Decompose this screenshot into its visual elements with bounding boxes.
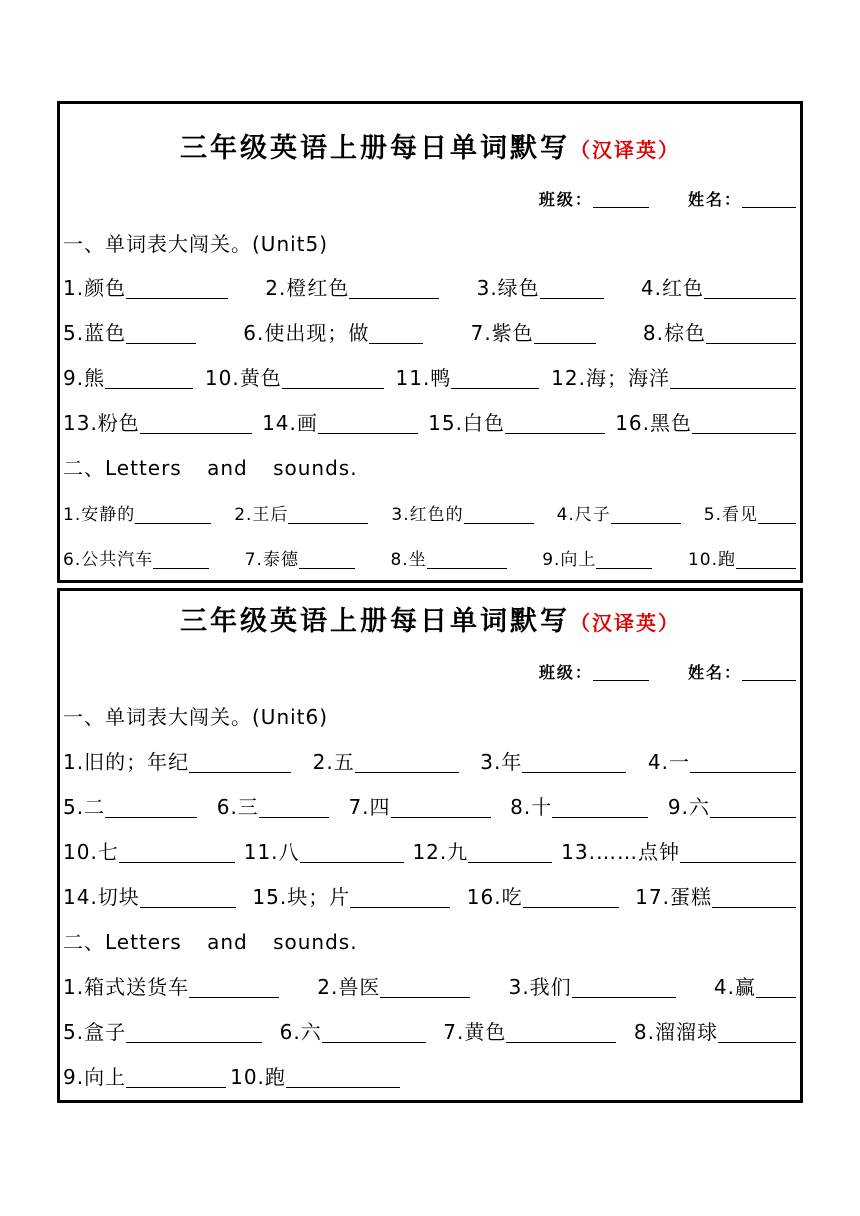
word-item[interactable]	[396, 362, 540, 391]
word-prompt: 8.坐	[390, 550, 427, 570]
word-item[interactable]	[317, 971, 470, 1000]
word-row	[63, 971, 796, 1000]
word-prompt: 11.八	[243, 840, 300, 864]
word-row	[63, 407, 796, 436]
word-prompt: 9.六	[667, 795, 710, 819]
word-item[interactable]	[390, 545, 506, 570]
answer-blank[interactable]	[140, 432, 252, 434]
word-prompt: 10.七	[63, 840, 119, 864]
word-item[interactable]	[205, 362, 384, 391]
name-label: 姓名：	[687, 190, 742, 209]
worksheet-title	[60, 126, 800, 165]
word-prompt: 11.鸭	[395, 366, 452, 390]
class-field[interactable]	[593, 207, 649, 208]
word-prompt: 8.棕色	[642, 321, 706, 345]
word-item[interactable]	[551, 362, 796, 391]
word-item[interactable]	[244, 836, 404, 865]
word-row	[63, 362, 796, 391]
word-prompt: 6.六	[279, 1020, 322, 1044]
word-prompt: 2.兽医	[317, 975, 381, 999]
word-prompt: 1.安静的	[63, 505, 136, 525]
class-field[interactable]	[593, 680, 649, 681]
answer-blank[interactable]	[572, 996, 676, 998]
word-row	[63, 1061, 796, 1090]
answer-blank[interactable]	[349, 297, 439, 299]
word-prompt: 13.粉色	[63, 411, 140, 435]
answer-blank[interactable]	[189, 996, 279, 998]
word-prompt: 4.红色	[640, 276, 704, 300]
answer-blank[interactable]	[288, 522, 368, 524]
word-item[interactable]	[243, 317, 423, 346]
word-item[interactable]	[714, 971, 796, 1000]
answer-blank[interactable]	[135, 522, 211, 524]
answer-blank[interactable]	[523, 906, 619, 908]
answer-blank[interactable]	[505, 432, 605, 434]
answer-blank[interactable]	[153, 567, 209, 569]
word-prompt: 5.蓝色	[63, 321, 127, 345]
word-prompt: 16.吃	[466, 885, 523, 909]
word-row	[63, 791, 796, 820]
answer-blank[interactable]	[736, 567, 796, 569]
word-prompt: 7.紫色	[470, 321, 534, 345]
word-item[interactable]	[510, 791, 648, 820]
answer-blank[interactable]	[126, 342, 196, 344]
title-subtitle: （汉译英）	[570, 138, 680, 162]
word-item[interactable]	[63, 971, 279, 1000]
answer-blank[interactable]	[126, 1086, 226, 1088]
word-item[interactable]	[561, 836, 796, 865]
answer-blank[interactable]	[611, 522, 681, 524]
word-prompt: 8.溜溜球	[633, 1020, 718, 1044]
answer-blank[interactable]	[189, 771, 291, 773]
word-prompt: 5.盒子	[63, 1020, 127, 1044]
title-text: 三年级英语上册每日单词默写	[180, 133, 570, 164]
word-prompt: 10.跑	[230, 1065, 286, 1089]
word-prompt: 10.黄色	[204, 366, 282, 390]
word-prompt: 6.三	[216, 795, 259, 819]
word-prompt: 14.画	[262, 411, 318, 435]
answer-blank[interactable]	[680, 861, 796, 863]
student-info	[539, 660, 796, 683]
answer-blank[interactable]	[380, 996, 470, 998]
answer-blank[interactable]	[552, 816, 648, 818]
answer-blank[interactable]	[712, 906, 796, 908]
answer-blank[interactable]	[690, 771, 796, 773]
name-label: 姓名：	[687, 663, 742, 682]
word-row	[63, 272, 796, 301]
word-item[interactable]	[234, 500, 368, 525]
word-item[interactable]	[63, 272, 228, 301]
answer-blank[interactable]	[300, 861, 404, 863]
word-prompt: 4.赢	[713, 975, 756, 999]
word-item[interactable]	[648, 746, 796, 775]
class-label: 班级：	[538, 663, 593, 682]
word-prompt: 4.一	[647, 750, 690, 774]
word-row	[63, 746, 796, 775]
section2-heading	[63, 926, 358, 955]
word-row	[63, 1016, 796, 1045]
name-field[interactable]	[742, 680, 796, 681]
word-item[interactable]	[634, 1016, 796, 1045]
answer-blank[interactable]	[259, 816, 329, 818]
word-item[interactable]	[63, 1061, 226, 1090]
word-prompt: 6.公共汽车	[63, 550, 154, 570]
word-item[interactable]	[63, 791, 197, 820]
word-prompt: 15.块；片	[252, 885, 351, 909]
word-prompt: 6.使出现；做	[243, 321, 370, 345]
word-row	[63, 317, 796, 346]
word-prompt: 12.海；海洋	[551, 366, 670, 390]
word-prompt: 5.看见	[703, 505, 758, 525]
section2-prefix: 二、	[63, 456, 105, 480]
word-prompt: 7.黄色	[443, 1020, 507, 1044]
answer-blank[interactable]	[464, 522, 534, 524]
word-prompt: 10.跑	[687, 550, 736, 570]
worksheet-card-unit6	[57, 588, 803, 1103]
word-item[interactable]	[391, 500, 533, 525]
answer-blank[interactable]	[451, 387, 539, 389]
answer-blank[interactable]	[718, 1041, 796, 1043]
answer-blank[interactable]	[706, 342, 796, 344]
word-prompt: 14.切块	[63, 885, 140, 909]
answer-blank[interactable]	[299, 567, 355, 569]
word-prompt: 3.红色的	[391, 505, 464, 525]
answer-blank[interactable]	[105, 387, 193, 389]
answer-blank[interactable]	[355, 771, 459, 773]
word-item[interactable]	[509, 971, 676, 1000]
word-item[interactable]	[668, 791, 796, 820]
word-row	[63, 500, 796, 525]
word-item[interactable]	[63, 317, 196, 346]
answer-blank[interactable]	[427, 567, 507, 569]
word-row	[63, 881, 796, 910]
word-item[interactable]	[265, 272, 439, 301]
worksheet-title	[60, 599, 800, 638]
title-subtitle: （汉译英）	[570, 611, 680, 635]
answer-blank[interactable]	[540, 297, 604, 299]
word-item[interactable]	[643, 317, 796, 346]
word-item[interactable]	[252, 881, 450, 910]
section2-heading	[63, 452, 358, 481]
word-item[interactable]	[313, 746, 459, 775]
word-item[interactable]	[63, 500, 211, 525]
word-prompt: 16.黑色	[615, 411, 692, 435]
answer-blank[interactable]	[710, 816, 796, 818]
word-prompt: 2.橙红色	[265, 276, 350, 300]
answer-blank[interactable]	[350, 906, 450, 908]
answer-blank[interactable]	[522, 771, 626, 773]
answer-blank[interactable]	[140, 906, 236, 908]
word-prompt: 8.十	[510, 795, 553, 819]
answer-blank[interactable]	[692, 432, 796, 434]
word-item[interactable]	[542, 545, 652, 570]
answer-blank[interactable]	[506, 1041, 616, 1043]
word-prompt: 13.……点钟	[561, 840, 680, 864]
word-item[interactable]	[428, 407, 605, 436]
class-label: 班级：	[538, 190, 593, 209]
answer-blank[interactable]	[105, 816, 197, 818]
section1-heading: 一、单词表大闯关。(Unit6)	[63, 705, 329, 729]
answer-blank[interactable]	[126, 1041, 262, 1043]
answer-blank[interactable]	[756, 996, 796, 998]
word-item[interactable]	[635, 881, 796, 910]
word-item[interactable]	[63, 746, 291, 775]
answer-blank[interactable]	[758, 522, 796, 524]
answer-blank[interactable]	[670, 387, 796, 389]
answer-blank[interactable]	[318, 432, 418, 434]
word-item[interactable]	[262, 407, 418, 436]
word-item[interactable]	[688, 545, 796, 570]
word-item[interactable]	[280, 1016, 426, 1045]
word-item[interactable]	[348, 791, 490, 820]
word-item[interactable]	[641, 272, 796, 301]
word-item[interactable]	[217, 791, 329, 820]
title-text: 三年级英语上册每日单词默写	[180, 606, 570, 637]
word-item[interactable]	[443, 1016, 616, 1045]
word-prompt: 4.尺子	[556, 505, 611, 525]
section2-text: Letters and sounds.	[105, 456, 358, 480]
word-prompt: 17.蛋糕	[635, 885, 712, 909]
word-item[interactable]	[412, 836, 552, 865]
word-row	[63, 836, 796, 865]
word-item[interactable]	[557, 500, 681, 525]
word-prompt: 9.向上	[542, 550, 597, 570]
word-item[interactable]	[63, 545, 209, 570]
answer-blank[interactable]	[704, 297, 796, 299]
word-prompt: 2.五	[312, 750, 355, 774]
answer-blank[interactable]	[369, 342, 423, 344]
word-prompt: 3.年	[480, 750, 523, 774]
answer-blank[interactable]	[391, 816, 491, 818]
word-item[interactable]	[63, 362, 193, 391]
word-item[interactable]	[615, 407, 796, 436]
word-item[interactable]	[63, 881, 236, 910]
answer-blank[interactable]	[534, 342, 596, 344]
answer-blank[interactable]	[468, 861, 552, 863]
word-prompt: 3.我们	[508, 975, 572, 999]
word-prompt: 1.颜色	[63, 276, 127, 300]
answer-blank[interactable]	[282, 387, 384, 389]
word-prompt: 9.向上	[63, 1065, 127, 1089]
word-item[interactable]	[480, 746, 626, 775]
student-info	[539, 187, 796, 210]
word-prompt: 12.九	[412, 840, 469, 864]
answer-blank[interactable]	[322, 1041, 426, 1043]
word-prompt: 3.绿色	[476, 276, 540, 300]
word-item[interactable]	[471, 317, 596, 346]
word-item[interactable]	[477, 272, 604, 301]
word-item[interactable]	[704, 500, 796, 525]
word-item[interactable]	[245, 545, 355, 570]
word-row	[63, 545, 796, 570]
word-prompt: 15.白色	[428, 411, 505, 435]
answer-blank[interactable]	[119, 861, 235, 863]
word-prompt: 1.箱式送货车	[63, 975, 190, 999]
name-field[interactable]	[742, 207, 796, 208]
answer-blank[interactable]	[596, 567, 652, 569]
section1-heading: 一、单词表大闯关。(Unit5)	[63, 232, 329, 256]
section2-text: Letters and sounds.	[105, 930, 358, 954]
word-prompt: 7.泰德	[244, 550, 299, 570]
word-prompt: 9.熊	[63, 366, 106, 390]
section2-prefix: 二、	[63, 930, 105, 954]
worksheet-card-unit5	[57, 101, 803, 583]
word-item[interactable]	[467, 881, 619, 910]
answer-blank[interactable]	[286, 1086, 400, 1088]
word-item[interactable]	[63, 836, 235, 865]
word-prompt: 1.旧的；年纪	[63, 750, 190, 774]
word-item[interactable]	[230, 1061, 400, 1090]
word-prompt: 7.四	[348, 795, 391, 819]
word-prompt: 5.二	[63, 795, 106, 819]
word-item[interactable]	[63, 407, 252, 436]
answer-blank[interactable]	[126, 297, 228, 299]
word-item[interactable]	[63, 1016, 262, 1045]
word-prompt: 2.王后	[234, 505, 289, 525]
